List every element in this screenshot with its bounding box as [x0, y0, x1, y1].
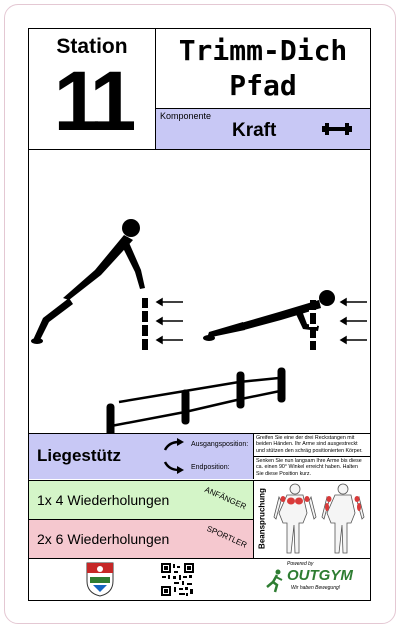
curved-arrow-down-icon	[163, 460, 185, 474]
municipal-crest-icon	[85, 561, 115, 597]
exercise-name-box	[29, 434, 157, 479]
exercise-name: Liegestütz	[37, 446, 122, 465]
exercise-row	[29, 434, 370, 479]
reps-athlete	[29, 520, 253, 558]
end-position-description: Senken Sie nun langsam Ihre Arme bis diese ca. einen 90° Winkel erreicht haben. Halten Sie diese Position kurz.	[256, 458, 362, 477]
sign-title	[156, 33, 370, 103]
station-sign	[28, 28, 371, 601]
station-number: 11	[53, 54, 131, 148]
muscle-anatomy-icon	[271, 483, 367, 555]
bar-apparatus	[107, 368, 285, 433]
title-line-1: Trimm-Dich	[178, 34, 348, 67]
reps-athlete-text: 2x 6 Wiederholungen	[37, 531, 170, 547]
reps-beginner-text: 1x 4 Wiederholungen	[37, 492, 170, 508]
start-position-label: Ausgangsposition:	[191, 441, 249, 448]
outgym-logo	[265, 561, 365, 597]
start-position-description: Greifen Sie eine der drei Reckstangen mit beiden Händen. Ihr Arme sind ausgestreckt und stützen den schräg positionierten Körper.	[256, 435, 363, 454]
divider	[253, 434, 254, 479]
reps-beginner	[29, 481, 253, 519]
brand-name: OUTGYM	[287, 567, 353, 584]
qr-code	[160, 562, 195, 597]
load-label	[253, 481, 267, 559]
title-line-2: Pfad	[229, 69, 297, 102]
figure-start	[31, 219, 145, 344]
station-label: Station	[56, 35, 128, 58]
brand-powered: Powered by	[287, 561, 314, 567]
runner-icon	[265, 569, 285, 593]
component-box	[156, 109, 370, 149]
end-position-label: Endposition:	[191, 464, 230, 471]
exercise-illustration	[29, 150, 370, 433]
reps-athlete-level: SPORTLER	[205, 524, 249, 550]
load-label-text: Beanspruchung	[257, 488, 267, 549]
brand-tagline: Wir haben Bewegung!	[291, 585, 341, 591]
component-value: Kraft	[232, 120, 277, 141]
component-label: Komponente	[160, 111, 212, 121]
reps-beginner-level: ANFÄNGER	[203, 485, 248, 512]
position-labels	[157, 434, 253, 479]
station-box	[29, 29, 155, 149]
curved-arrow-up-icon	[163, 438, 185, 452]
dumbbell-icon	[322, 122, 352, 136]
footer	[29, 559, 370, 600]
